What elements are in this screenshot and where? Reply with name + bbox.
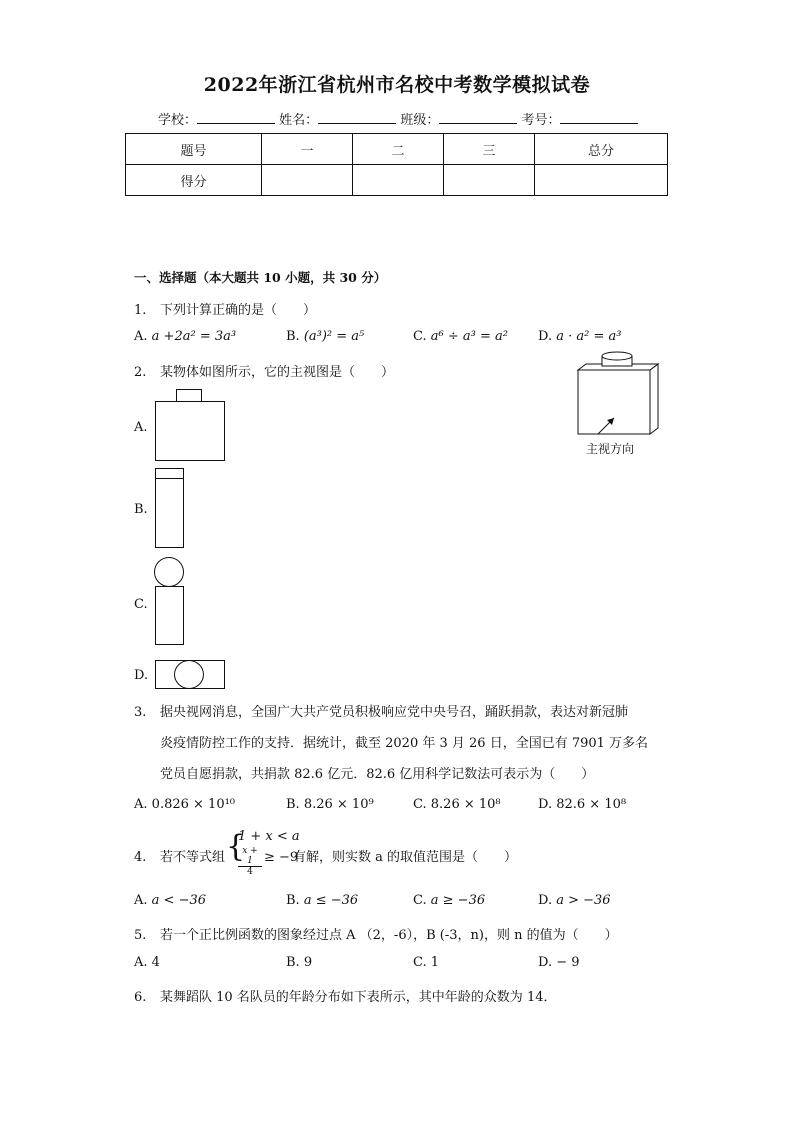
question-text: 若一个正比例函数的图象经过点 A （2，-6），B (-3，n)，则 n 的值为（ ） bbox=[160, 928, 618, 943]
q3-option-a[interactable]: A. 0.826 × 10¹⁰ bbox=[134, 797, 236, 812]
system-brace: { bbox=[226, 829, 246, 864]
q1-option-a[interactable]: A. a +2a² = 3a³ bbox=[134, 329, 237, 344]
name-label: 姓名： bbox=[279, 113, 319, 128]
name-blank[interactable] bbox=[318, 111, 396, 124]
question-5 bbox=[134, 924, 618, 943]
q1-option-d[interactable]: D. a · a² = a³ bbox=[538, 329, 622, 344]
score-header-cell: 三 bbox=[444, 134, 535, 165]
score-table-row bbox=[126, 165, 668, 196]
score-input-cell[interactable] bbox=[353, 165, 444, 196]
score-table-header-row bbox=[126, 134, 668, 165]
q3-option-d[interactable]: D. 82.6 × 10⁸ bbox=[538, 797, 627, 812]
q5-option-c[interactable]: C. 1 bbox=[413, 955, 440, 970]
score-input-cell[interactable] bbox=[535, 165, 668, 196]
score-row-label: 得分 bbox=[126, 165, 262, 196]
question-2 bbox=[134, 361, 394, 380]
q1-option-c[interactable]: C. a⁶ ÷ a³ = a² bbox=[413, 329, 508, 344]
q4-option-b[interactable]: B. a ≤ −36 bbox=[286, 893, 359, 908]
question-text: 下列计算正确的是（ ） bbox=[160, 303, 317, 318]
section-header: 一、选择题（本大题共 10 小题，共 30 分） bbox=[134, 270, 387, 285]
question-number: 6. bbox=[134, 990, 147, 1005]
score-input-cell[interactable] bbox=[444, 165, 535, 196]
score-input-cell[interactable] bbox=[262, 165, 353, 196]
q1-option-b[interactable]: B. (a³)² = a⁵ bbox=[286, 329, 365, 344]
question-3-number: 3. bbox=[134, 705, 147, 720]
option-c-circle bbox=[154, 557, 184, 587]
question-number: 2. bbox=[134, 365, 147, 380]
q2-option-d-label[interactable]: D. bbox=[134, 668, 149, 683]
q5-option-d[interactable]: D. − 9 bbox=[538, 955, 580, 970]
option-a-body bbox=[155, 401, 225, 461]
q2-option-b-label[interactable]: B. bbox=[134, 502, 148, 517]
school-blank[interactable] bbox=[197, 111, 275, 124]
score-header-cell: 二 bbox=[353, 134, 444, 165]
question-text: 某物体如图所示，它的主视图是（ ） bbox=[160, 365, 395, 380]
figure-caption: 主视方向 bbox=[586, 442, 635, 456]
q5-option-a[interactable]: A. 4 bbox=[134, 955, 160, 970]
q4-option-d[interactable]: D. a > −36 bbox=[538, 893, 611, 908]
q2-option-c-label[interactable]: C. bbox=[134, 597, 148, 612]
q2-option-a-label[interactable]: A. bbox=[134, 420, 148, 435]
question-4 bbox=[134, 846, 225, 865]
score-header-cell: 总分 bbox=[535, 134, 668, 165]
class-label: 班级： bbox=[400, 113, 440, 128]
option-b-body bbox=[155, 468, 184, 548]
option-b-divider bbox=[155, 478, 184, 479]
question-number: 5. bbox=[134, 928, 147, 943]
q4-option-c[interactable]: C. a ≥ −36 bbox=[413, 893, 486, 908]
question-3-text: 据央视网消息，全国广大共产党员积极响应党中央号召，踊跃捐款，表达对新冠肺 炎疫情防控工作的支持．据统计，截至 2020 年 3 月 26 日，全国已有 7901 万多名 党员自愿捐款，共捐款 82.6 亿元．82.6 亿用科学记数法可表示为（ ） bbox=[160, 705, 649, 782]
question-number: 1. bbox=[134, 303, 147, 318]
score-header-cell: 一 bbox=[262, 134, 353, 165]
q4-option-a[interactable]: A. a < −36 bbox=[134, 893, 207, 908]
inequality-2-rest: ≥ −9 bbox=[264, 850, 299, 865]
option-c-body bbox=[155, 586, 184, 645]
score-header-cell: 题号 bbox=[126, 134, 262, 165]
class-blank[interactable] bbox=[439, 111, 517, 124]
question-text: 某舞蹈队 10 名队员的年龄分布如下表所示，其中年龄的众数为 14． bbox=[160, 990, 557, 1005]
exam-no-label: 考号： bbox=[521, 113, 561, 128]
q5-option-b[interactable]: B. 9 bbox=[286, 955, 313, 970]
exam-no-blank[interactable] bbox=[560, 111, 638, 124]
question-prefix: 若不等式组 bbox=[160, 850, 226, 865]
inequality-2-fraction: x + 1 4 bbox=[238, 846, 262, 877]
question-6 bbox=[134, 986, 556, 1005]
question-number: 4. bbox=[134, 850, 147, 865]
inequality-1: 1 + x < a bbox=[238, 829, 300, 844]
option-d-circle bbox=[174, 660, 204, 689]
question-1 bbox=[134, 299, 316, 318]
student-info-line bbox=[158, 109, 638, 128]
score-table bbox=[125, 133, 668, 196]
school-label: 学校： bbox=[158, 113, 198, 128]
question-4-suffix: 有解，则实数 a 的取值范围是（ ） bbox=[293, 850, 518, 865]
q3-option-b[interactable]: B. 8.26 × 10⁹ bbox=[286, 797, 374, 812]
exam-title: 2022年浙江省杭州市名校中考数学模拟试卷 bbox=[203, 74, 591, 96]
q3-option-c[interactable]: C. 8.26 × 10⁸ bbox=[413, 797, 501, 812]
